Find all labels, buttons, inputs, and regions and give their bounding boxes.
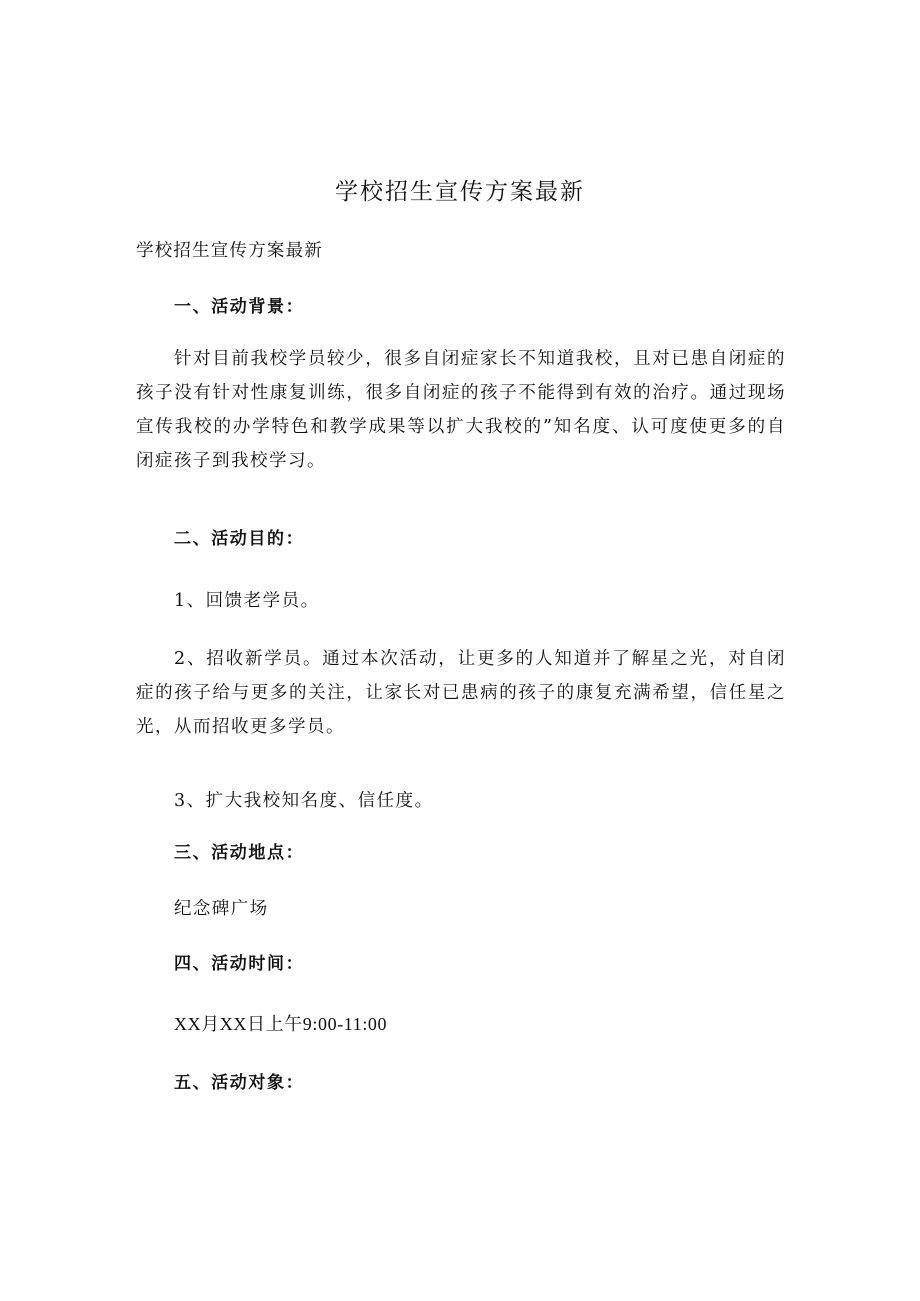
time-text: XX月XX日上午9:00-11:00 [174,1014,388,1034]
goal-item-2: 2、招收新学员。通过本次活动，让更多的人知道并了解星之光，对自闭症的孩子给与更多的关注，让家长对已患病的孩子的康复充满希望，信任星之光，从而招收更多学员。 [136,649,786,737]
place-text: 纪念碑广场 [174,899,269,919]
section-heading-background: 一、活动背景： [174,297,305,317]
section-heading-time: 四、活动时间： [174,954,305,974]
background-paragraph: 针对目前我校学员较少，很多自闭症家长不知道我校，且对已患自闭症的孩子没有针对性康复训练，很多自闭症的孩子不能得到有效的治疗。通过现场宣传我校的办学特色和教学成果等以扩大我校的”知名度、认可度使更多的自闭症孩子到我校学习。 [136,349,786,471]
section-heading-goal: 二、活动目的： [174,529,305,549]
goal-item-1: 1、回馈老学员。 [174,591,320,611]
document-subtitle: 学校招生宣传方案最新 [136,241,323,261]
section-heading-place: 三、活动地点： [174,843,305,863]
document-title: 学校招生宣传方案最新 [335,179,585,205]
goal-item-3: 3、扩大我校知名度、信任度。 [174,791,434,811]
section-heading-target: 五、活动对象： [174,1073,305,1093]
